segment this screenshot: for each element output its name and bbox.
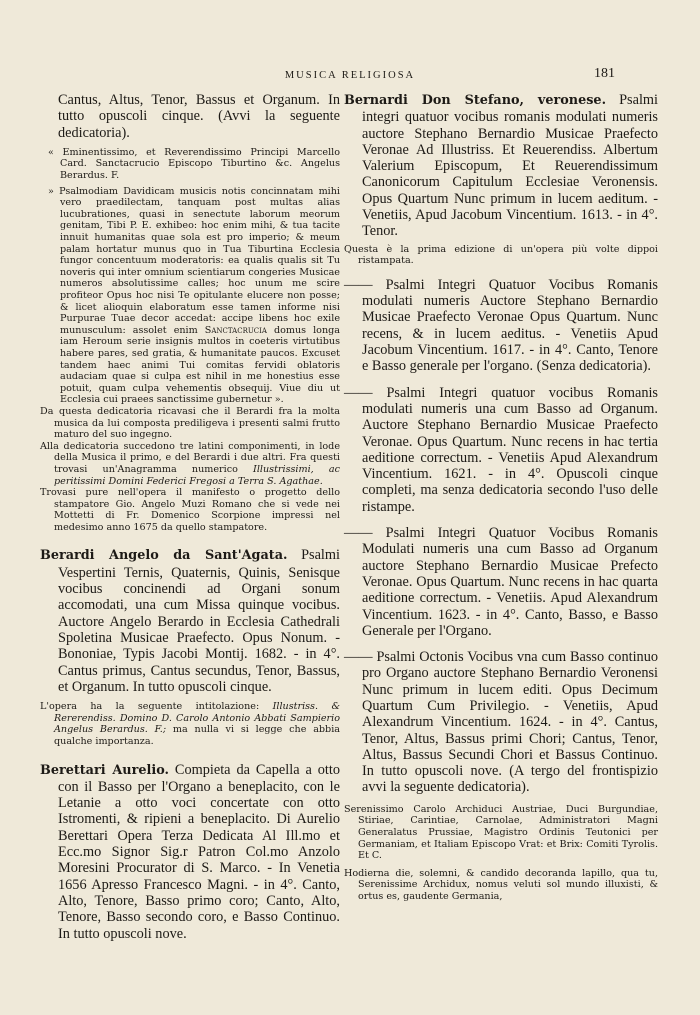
dedication-address-carolo: Serenissimo Carolo Archiduci Austriae, Duci Burgundiae, Stiriae, Carintiae, Carnolae, Administratori Magni Generalatus Prussiae, Magistro Ordinis Teutonici per Germaniam, et Italiam Episcopo Vrat: et Brix: Comiti Tyrolis. Et C.	[344, 803, 658, 862]
entry-berardi-name: Berardi Angelo da Sant'Agata.	[40, 548, 288, 564]
entry-berardi-text: Psalmi Vespertini Ternis, Quaternis, Quinis, Senisque vocibus concinendi ad Organi sonum accomodati, una cum Missa quinque vocibus. Auctore Angelo Berardo in Ecclesia Cathedrali Spoletina Musicae Praefecto. Opus Nonum. - Bononiae, Typis Jacobi Montij. 1682. - in 4°. Cantus primus, Cantus secundus, Tenor, Bassus, et Organum. In tutto opuscoli cinque.	[58, 547, 340, 695]
running-header: MUSICA RELIGIOSA	[284, 70, 416, 81]
entry-bernardi-1624: —— Psalmi Octonis Vocibus vna cum Basso continuo pro Organo auctore Stephano Bernardio Veronensi Nunc primum in lucem editi. Opus Decimum Quartum Cum Privilegio. - Venetiis, Apud Alexandrum Vincentium. 1624. - in 4°. Cantus, Tenor, Altus, Bassus primi Chori; Cantus, Tenor, Altus, Bassus Secundi Chori et Bassus Continuo. In tutto opuscoli nove. (A tergo del frontispizio avvi la seguente dedicatoria).	[344, 649, 658, 796]
entry-bernardi-1617: —— Psalmi Integri Quatuor Vocibus Romanis modulati numeris Auctore Stephano Bernardio Musicae Praefecto Veronae Opus Quartum. Nunc recens, & in lucem aeditus. - Venetiis Apud Jacobum Vincentium. 1617. - in 4°. Canto, Tenore e Basso generale per l'organo. (Senza dedicatoria).	[344, 276, 658, 375]
entry-continuation: Cantus, Altus, Tenor, Bassus et Organum. In tutto opuscoli cinque. (Avvi la seguente dedicatoria).	[58, 92, 340, 141]
entry-berardi	[40, 547, 340, 695]
entry-berettari	[40, 762, 340, 942]
note-compositions-a: Alla dedicatoria succedono tre latini componimenti, in lode della Musica il primo, e del Berardi i due altri. Fra questi trovasi un'Anagramma numerico	[40, 440, 340, 475]
note-compositions-italic: Illustrissimi, ac peritissimi Domini Federici Fregosi a Terra S. Agathae.	[54, 463, 340, 487]
note-compositions	[40, 441, 340, 487]
left-column	[40, 92, 340, 942]
note-intitolazione-italic: Illustriss. & Rererendiss. Domino D. Carolo Antonio Abbati Sampierio Angelus Berardus. F.;	[54, 701, 340, 736]
note-intitolazione-b: ma nulla vi si legge che abbia qualche importanza.	[54, 724, 340, 747]
entry-bernardi-1623: —— Psalmi Integri Quatuor Vocibus Romanis Modulati numeris una cum Basso ad Organum auctore Stephano Bernardio Musicae Prefecto Veronae. Opus Quartum. Nunc recens in hac quarta aeditione correctum. - Venetiis. Apud Alexandrum Vincentium. 1623. - in 4°. Canto, Basso, e Basso Generale per l'Organo.	[344, 525, 658, 639]
dedication-text-smallcaps: Sanctacrucia	[204, 324, 267, 336]
dedication-text-hodierna: Hodierna die, solemni, & candido decoranda lapillo, qua tu, Serenissime Archidux, nomus veluti sol mundo illuxisti, & ortus es, gaudente Germania,	[344, 867, 658, 902]
page-number: 181	[594, 66, 615, 81]
note-intitolazione-a: L'opera ha la seguente intitolazione:	[40, 701, 273, 713]
right-column	[344, 92, 658, 903]
dedication-address: « Eminentissimo, et Reverendissimo Principi Marcello Card. Sanctacrucio Episcopo Tiburtino &c. Angelus Berardus. F.	[48, 146, 340, 182]
note-dedication: Da questa dedicatoria ricavasi che il Berardi fra la molta musica da lui composta prediligeva i presenti salmi frutto maturo del suo ingegno.	[40, 405, 340, 441]
note-first-edition: Questa è la prima edizione di un'opera più volte dippoi ristampata.	[344, 243, 658, 267]
entry-bernardi-1621: —— Psalmi Integri quatuor vocibus Romanis modulati numeris una cum Basso ad Organum. Auctore Stephano Bernardio Musicae Praefecto Veronae. Opus Quartum. Nunc recens in hac tertia aeditione correctum. - Venetiis Apud Alexandrum Vincentium. 1621. - in 4°. Opuscoli cinque completi, ma senza dedicatoria secondo l'uso delle ristampe.	[344, 384, 658, 515]
entry-berettari-text: Compieta da Capella a otto con il Basso per l'Organo a beneplacito, con le Letanie a otto voci concertate con otto Istromenti, & ripieni a beneplacito. Di Aurelio Berettari Opera Terza Dedicata Al Ill.mo et Ecc.mo Signor Sig.r Patron Col.mo Anzolo Moresini Procurator di S. Marco. - In Venetia 1656 Apresso Francesco Magni. - in 4°. Canto, Alto, Tenore, Basso primo coro; Canto, Alto, Tenore, Basso secondo coro, e Basso Continuo. In tutto opuscoli nove.	[58, 761, 340, 942]
dedication-text-a: » Psalmodiam Davidicam musicis notis concinnatam mihi vero praedilectam, tanquam post multas alias lucubrationes, quasi in senectute laborum meorum genitam, Tibi P. E. exhibeo: hoc enim mihi, & tua tacite innuit humanitas quae sola est pro imperio; & meum palam hortatur munus quo in Tua Tiburtina Ecclesia fungor concentuum moderatoris: ea qualis qualis sit Tu noveris qui inter omnium scientiarum congeries Musicae numeros absolutissime calles; hoc unum me scire profiteor Opus hoc nisi Te opitulante elucere non posse; & licet alioquin elaboratum esse tamen informe nisi Purpurae Tuae decor accedat: accipe libens hoc exile munusculum: assolet enim	[48, 185, 340, 336]
entry-bernardi-text: Psalmi integri quatuor vocibus romanis modulati numeris auctore Stephano Bernardio Musicae Praefecto Veronae Ad Illustriss. Et Reuerendiss. Albertum Valerium Episcopum, Et Reuerendissimum Canonicorum Capitulum Ecclesiae Veronensis. Opus Quartum Nunc primum in lucem aeditum. - Venetiis, Apud Jacobum Vincentium. 1613. - in 4°. Tenor.	[362, 92, 659, 240]
dedication-text-b: domus longa iam Heroum serie insignis multos in coeteris virtutibus habere pares, sed gratia, & humanitate paucos. Excuset tandem haec animi Tui comitas fervidi oblatoris audaciam quae si culpa est nihil in me honestius esse potuit, quam culpa vehementis obsequij. Viue diu ut Ecclesia cui praees sanctissime gubernetur ».	[60, 324, 340, 406]
entry-berettari-name: Berettari Aurelio.	[40, 762, 169, 778]
note-printer: Trovasi pure nell'opera il manifesto o progetto dello stampatore Gio. Angelo Muzi Romano che si vede nei Mottetti di Fr. Domenico Scorpione impressi nel medesimo anno 1675 da quello stampatore.	[40, 487, 340, 533]
note-intitolazione	[40, 701, 340, 747]
entry-bernardi	[344, 92, 658, 240]
dedication-text	[40, 186, 340, 406]
entry-bernardi-name: Bernardi Don Stefano, veronese.	[344, 93, 607, 108]
